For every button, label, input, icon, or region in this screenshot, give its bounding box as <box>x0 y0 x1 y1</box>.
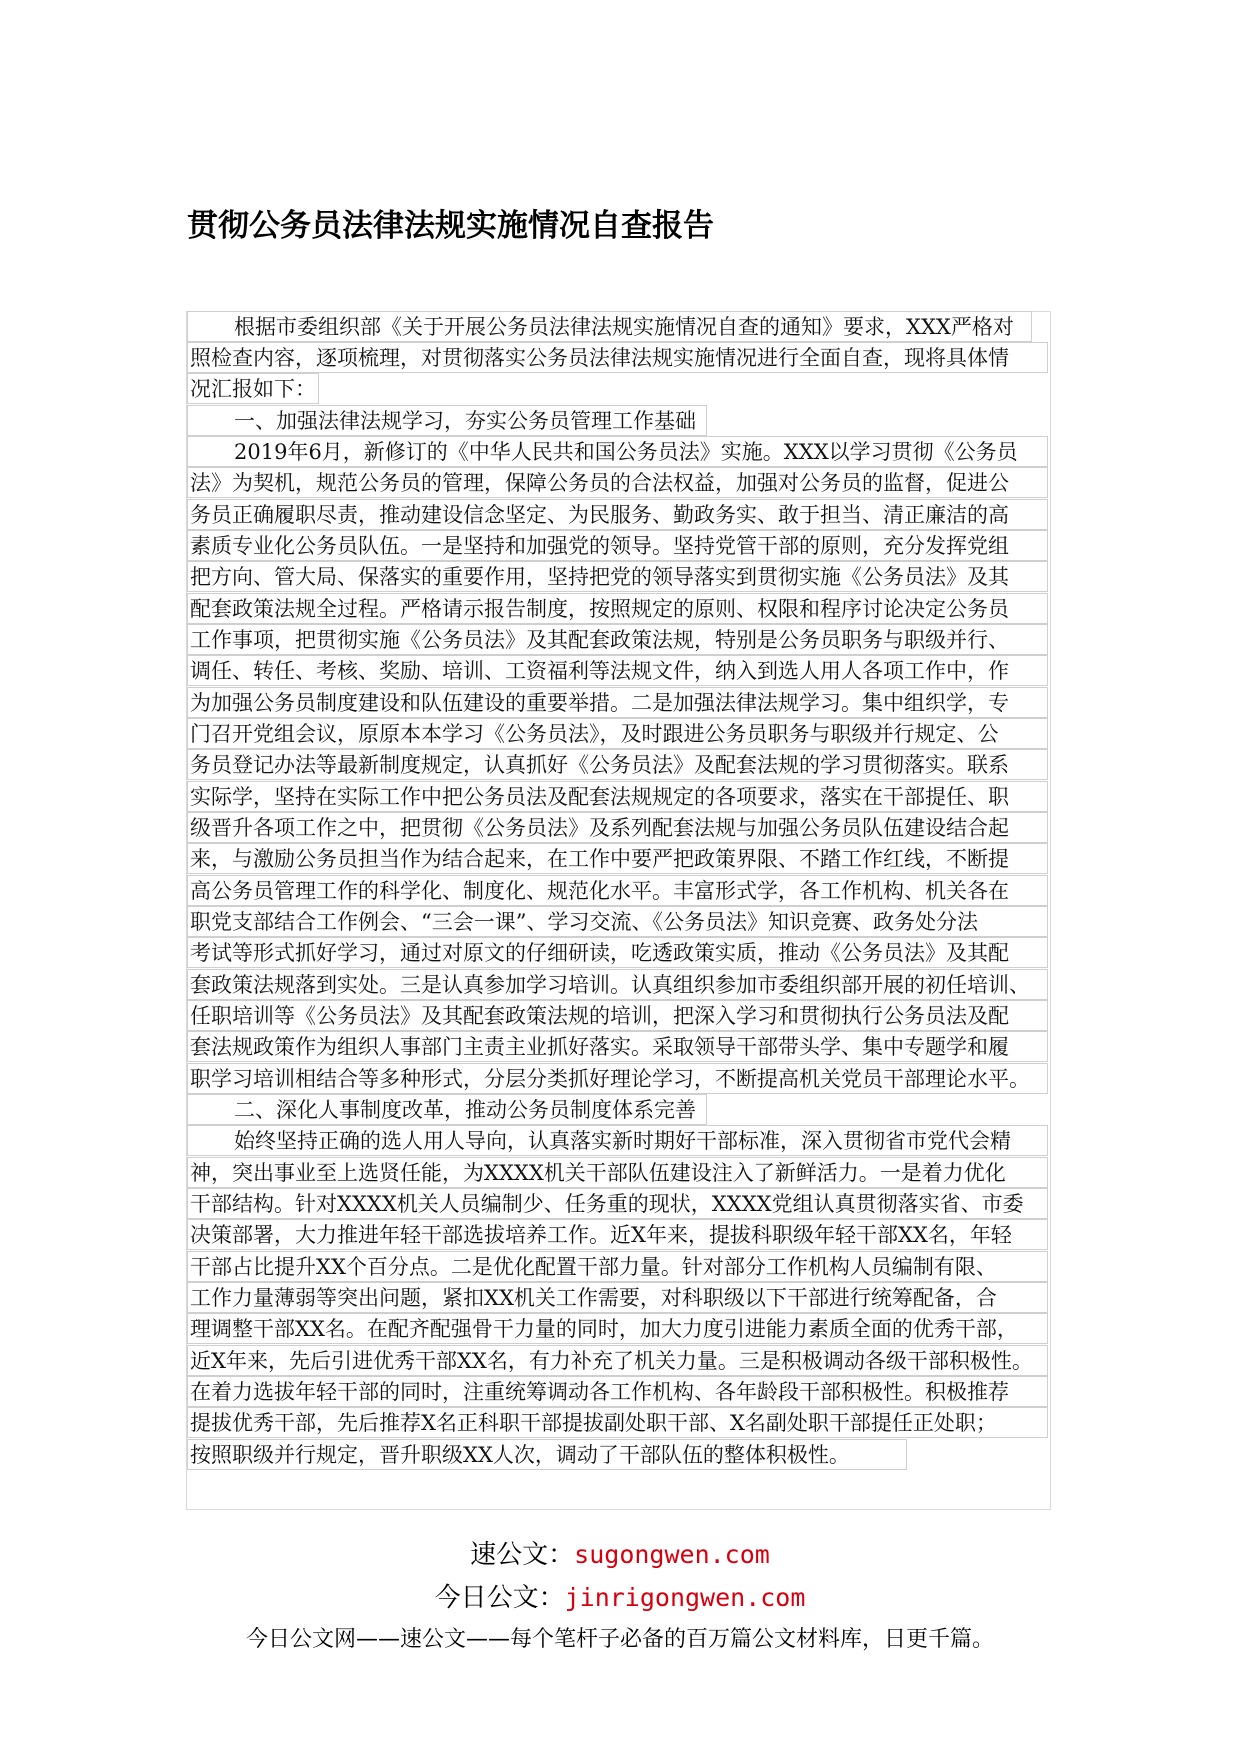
paragraph-line: 为加强公务员制度建设和队伍建设的重要举措。二是加强法律法规学习。集中组织学，专 <box>187 687 1048 718</box>
paragraph-line: 2019年6月，新修订的《中华人民共和国公务员法》实施。XXX以学习贯彻《公务员 <box>187 436 1048 467</box>
footer-jinrigongwen-link[interactable]: jinrigongwen.com <box>564 1583 806 1612</box>
paragraph-line: 近X年来，先后引进优秀干部XX名，有力补充了机关力量。三是积极调动各级干部积极性。 <box>187 1345 1048 1376</box>
paragraph-line: 职学习培训相结合等多种形式，分层分类抓好理论学习，不断提高机关党员干部理论水平。 <box>187 1063 1048 1094</box>
footer-sugongwen-link[interactable]: sugongwen.com <box>574 1540 770 1569</box>
paragraph-line: 素质专业化公务员队伍。一是坚持和加强党的领导。坚持党管干部的原则，充分发挥党组 <box>187 530 1048 561</box>
paragraph-line: 门召开党组会议，原原本本学习《公务员法》，及时跟进公务员职务与职级并行规定、公 <box>187 718 1048 749</box>
paragraph-line: 照检查内容，逐项梳理，对贯彻落实公务员法律法规实施情况进行全面自查，现将具体情 <box>187 342 1048 373</box>
paragraph-line: 任职培训等《公务员法》及其配套政策法规的培训，把深入学习和贯彻执行公务员法及配 <box>187 1000 1048 1031</box>
paragraph-line: 务员正确履职尽责，推动建设信念坚定、为民服务、勤政务实、敢于担当、清正廉洁的高 <box>187 499 1048 530</box>
paragraph-line: 提拔优秀干部，先后推荐X名正科职干部提拔副处职干部、X名副处职干部提任正处职； <box>187 1407 1048 1438</box>
paragraph-line: 法》为契机，规范公务员的管理，保障公务员的合法权益，加强对公务员的监督，促进公 <box>187 467 1048 498</box>
paragraph-line: 根据市委组织部《关于开展公务员法律法规实施情况自查的通知》要求，XXX严格对 <box>187 311 1032 342</box>
paragraph-line: 来，与激励公务员担当作为结合起来，在工作中要严把政策界限、不踏工作红线，不断提 <box>187 843 1048 874</box>
paragraph-line: 套政策法规落到实处。三是认真参加学习培训。认真组织参加市委组织部开展的初任培训、 <box>187 969 1048 1000</box>
paragraph-line: 务员登记办法等最新制度规定，认真抓好《公务员法》及配套法规的学习贯彻落实。联系 <box>187 749 1048 780</box>
paragraph-line: 把方向、管大局、保落实的重要作用，坚持把党的领导落实到贯彻实施《公务员法》及其 <box>187 561 1048 592</box>
footer-jinrigongwen <box>0 1580 1240 1616</box>
paragraph-line: 考试等形式抓好学习，通过对原文的仔细研读，吃透政策实质，推动《公务员法》及其配 <box>187 937 1048 968</box>
footer-jinrigongwen-label: 今日公文： <box>434 1583 565 1613</box>
paragraph-line: 高公务员管理工作的科学化、制度化、规范化水平。丰富形式学，各工作机构、机关各在 <box>187 875 1048 906</box>
footer-tagline: 今日公文网——速公文——每个笔杆子必备的百万篇公文材料库，日更千篇。 <box>245 1627 994 1652</box>
paragraph-line: 套法规政策作为组织人事部门主责主业抓好落实。采取领导干部带头学、集中专题学和履 <box>187 1031 1048 1062</box>
section-heading: 二、深化人事制度改革，推动公务员制度体系完善 <box>187 1094 707 1125</box>
paragraph-line: 在着力选拔年轻干部的同时，注重统筹调动各工作机构、各年龄段干部积极性。积极推荐 <box>187 1376 1048 1407</box>
paragraph-line: 神，突出事业至上选贤任能，为XXXX机关干部队伍建设注入了新鲜活力。一是着力优化 <box>187 1157 1048 1188</box>
paragraph-line: 工作事项，把贯彻实施《公务员法》及其配套政策法规，特别是公务员职务与职级并行、 <box>187 624 1048 655</box>
paragraph-line: 工作力量薄弱等突出问题，紧扣XX机关工作需要，对科职级以下干部进行统筹配备，合 <box>187 1282 1048 1313</box>
section-heading: 一、加强法律法规学习，夯实公务员管理工作基础 <box>187 405 707 436</box>
paragraph-line: 按照职级并行规定，晋升职级XX人次，调动了干部队伍的整体积极性。 <box>187 1439 907 1470</box>
paragraph-line: 实际学，坚持在实际工作中把公务员法及配套法规规定的各项要求，落实在干部提任、职 <box>187 781 1048 812</box>
document-title: 贯彻公务员法律法规实施情况自查报告 <box>187 208 714 244</box>
paragraph-line: 级晋升各项工作之中，把贯彻《公务员法》及系列配套法规与加强公务员队伍建设结合起 <box>187 812 1048 843</box>
paragraph-line: 配套政策法规全过程。严格请示报告制度，按照规定的原则、权限和程序讨论决定公务员 <box>187 593 1048 624</box>
paragraph-line: 理调整干部XX名。在配齐配强骨干力量的同时，加大力度引进能力素质全面的优秀干部， <box>187 1313 1048 1344</box>
paragraph-line: 干部结构。针对XXXX机关人员编制少、任务重的现状，XXXX党组认真贯彻落实省、市委 <box>187 1188 1048 1219</box>
document-body <box>186 311 1051 1510</box>
paragraph-line: 调任、转任、考核、奖励、培训、工资福利等法规文件，纳入到选人用人各项工作中，作 <box>187 655 1048 686</box>
paragraph-line: 决策部署，大力推进年轻干部选拔培养工作。近X年来，提拔科职级年轻干部XX名，年轻 <box>187 1219 1048 1250</box>
paragraph-line: 职党支部结合工作例会、“三会一课”、学习交流、《公务员法》知识竞赛、政务处分法 <box>187 906 1048 937</box>
paragraph-line: 况汇报如下： <box>187 373 319 404</box>
paragraph-line: 始终坚持正确的选人用人导向，认真落实新时期好干部标准，深入贯彻省市党代会精 <box>187 1125 1048 1156</box>
footer-sugongwen-label: 速公文： <box>470 1540 575 1570</box>
paragraph-line: 干部占比提升XX个百分点。二是优化配置干部力量。针对部分工作机构人员编制有限、 <box>187 1251 1048 1282</box>
footer-sugongwen <box>0 1537 1240 1573</box>
